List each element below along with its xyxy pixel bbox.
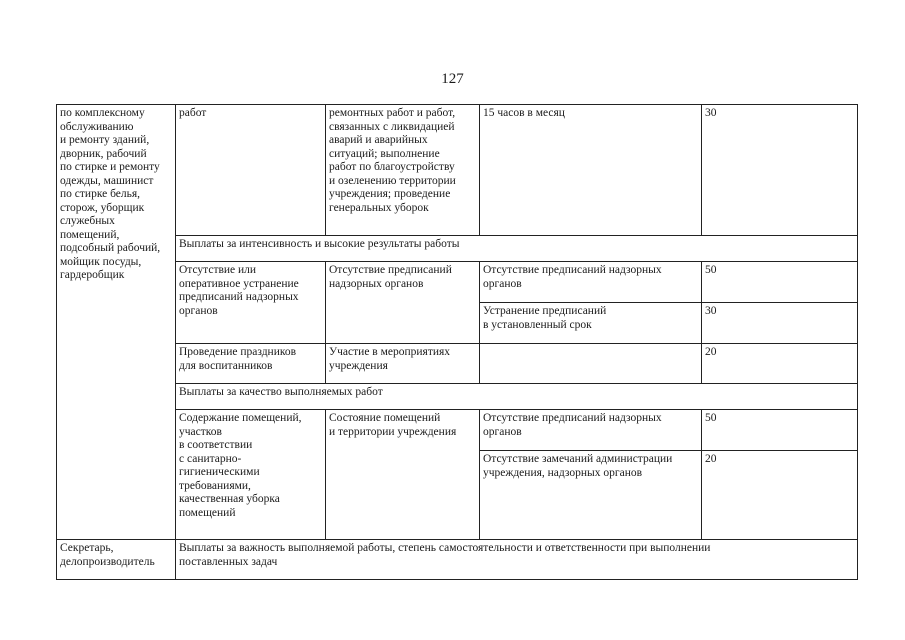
table-row bbox=[57, 236, 858, 262]
percent-cell: 20 bbox=[702, 451, 858, 540]
table-row bbox=[57, 262, 858, 303]
percent-cell: 50 bbox=[702, 410, 858, 451]
indicator-cell: Содержание помещений, участков в соответствии с санитарно- гигиеническими требованиями, качественная уборка помещений bbox=[176, 410, 326, 540]
section-header: Выплаты за качество выполняемых работ bbox=[176, 384, 858, 410]
indicator-cell: работ bbox=[176, 105, 326, 236]
table-row bbox=[57, 540, 858, 580]
table-row bbox=[57, 384, 858, 410]
criteria-cell: ремонтных работ и работ, связанных с ликвидацией аварий и аварийных ситуаций; выполнение работ по благоустройству и озеленению территории учреждения; проведение генеральных уборок bbox=[326, 105, 480, 236]
criteria-cell: Участие в мероприятиях учреждения bbox=[326, 344, 480, 384]
condition-cell: Устранение предписаний в установленный срок bbox=[480, 303, 702, 344]
table-row bbox=[57, 410, 858, 451]
indicator-cell: Отсутствие или оперативное устранение предписаний надзорных органов bbox=[176, 262, 326, 344]
section-header: Выплаты за важность выполняемой работы, степень самостоятельности и ответственности при выполнении поставленных задач bbox=[176, 540, 858, 580]
position-names: по комплексному обслуживанию и ремонту зданий, дворник, рабочий по стирке и ремонту одежды, машинист по стирке белья, сторож, уборщик служебных помещений, подсобный рабочий, мойщик посуды, гардеробщик bbox=[60, 107, 161, 281]
table-row bbox=[57, 105, 858, 236]
percent-cell: 30 bbox=[702, 303, 858, 344]
indicator-cell: Проведение праздников для воспитанников bbox=[176, 344, 326, 384]
percent-cell: 50 bbox=[702, 262, 858, 303]
percent-cell: 20 bbox=[702, 344, 858, 384]
criteria-cell: Отсутствие предписаний надзорных органов bbox=[326, 262, 480, 344]
criteria-cell: Состояние помещений и территории учреждения bbox=[326, 410, 480, 540]
percent-cell: 30 bbox=[702, 105, 858, 236]
condition-cell: Отсутствие замечаний администрации учреждения, надзорных органов bbox=[480, 451, 702, 540]
condition-cell: 15 часов в месяц bbox=[480, 105, 702, 236]
page-number: 127 bbox=[441, 71, 464, 87]
position-cell: Секретарь, делопроизводитель bbox=[57, 540, 176, 580]
condition-cell: Отсутствие предписаний надзорных органов bbox=[480, 410, 702, 451]
position-cell bbox=[57, 105, 176, 540]
condition-cell: Отсутствие предписаний надзорных органов bbox=[480, 262, 702, 303]
condition-cell bbox=[480, 344, 702, 384]
payment-criteria-table bbox=[56, 104, 858, 580]
section-header: Выплаты за интенсивность и высокие результаты работы bbox=[176, 236, 858, 262]
table-row bbox=[57, 344, 858, 384]
